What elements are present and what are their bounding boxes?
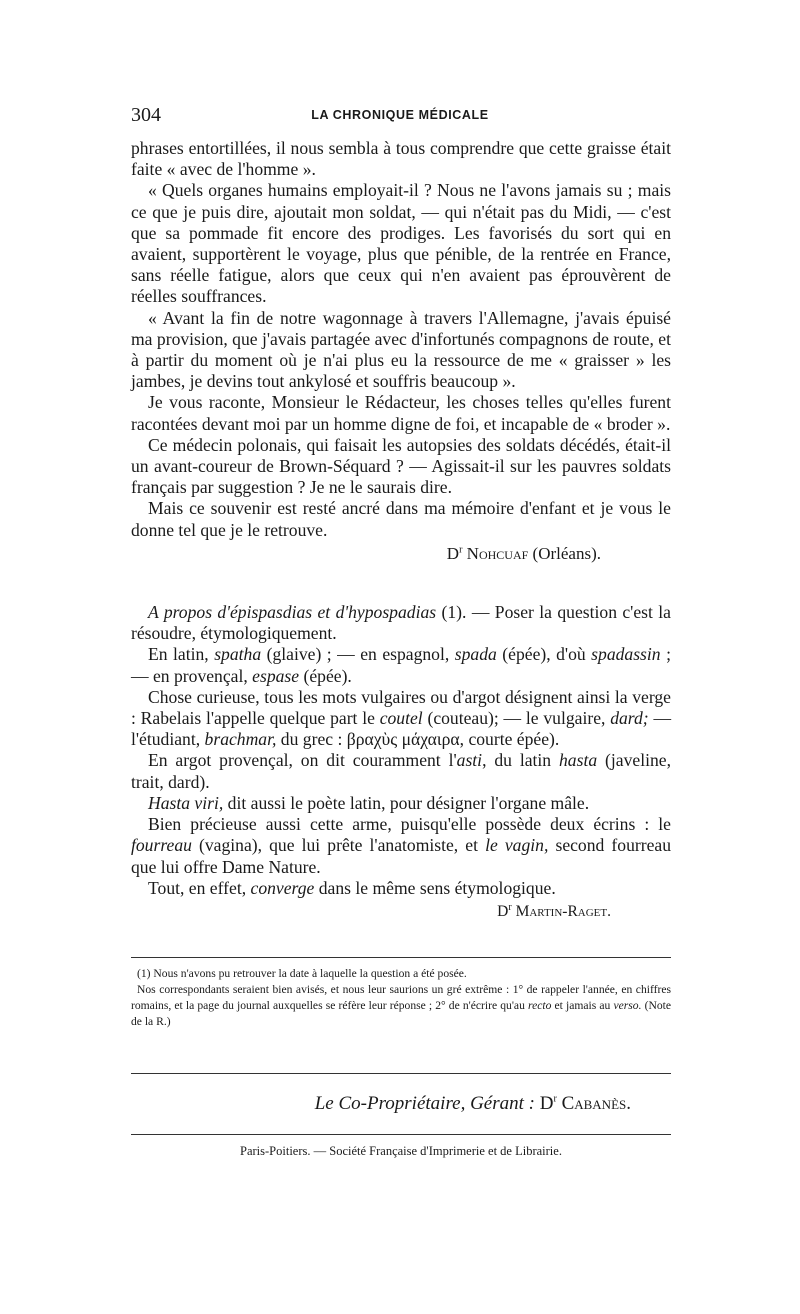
text-run: Bien précieuse aussi cette arme, puisqu'elle possède deux écrins : le [148,814,671,835]
term-recto: recto [528,999,552,1012]
text-run: (épée). [303,665,352,686]
signature-nohcuaf [131,543,601,564]
footnote-ref: (1). [441,602,467,623]
text-run: courte épée). [468,729,560,750]
text-run: — l'étudiant, [131,708,672,750]
text-run: (couteau); — le vulgaire, [427,708,606,729]
text-run: , du latin [482,750,552,771]
term-brachmar: brachmar, [204,729,277,750]
author-place: (Orléans). [532,543,601,563]
footnote [131,966,671,1030]
divider-rule [131,1134,671,1135]
term-dard: dard; [610,708,649,729]
page-header [131,104,669,128]
text-run: ; — en provençal, [131,644,671,686]
paragraph [131,644,671,686]
doctor-title: D [446,543,460,563]
section-gap [131,564,671,602]
author-name: Nohcuaf [466,543,529,563]
term-hasta: hasta [559,750,598,771]
paragraph [131,878,671,899]
footnote-divider [131,957,671,958]
body-text [131,138,671,922]
text-run: (épée), d'où [502,644,586,665]
term-spada: spada [454,644,497,665]
paragraph [131,814,671,878]
gerant-line [131,1093,631,1115]
paragraph [131,793,671,814]
paragraph [131,687,671,751]
gerant-label: Le Co-Propriétaire, Gérant : [314,1093,535,1114]
term-spatha: spatha [214,644,262,665]
paragraph [131,750,671,792]
greek-term: βραχὺς μάχαιρα, [346,729,465,750]
term-coutel: coutel [379,708,423,729]
divider-rule [131,1073,671,1074]
doctor-title-sup: r [553,1093,557,1105]
doctor-title: D [497,902,509,920]
text-run: (vagina), que lui prête l'anatomiste, et [199,835,478,856]
paragraph: Ce médecin polonais, qui faisait les autopsies des soldats décédés, était-il un avant-coureur de Brown-Séquard ? — Agissait-il sur les pauvres soldats français par suggestion ? Je ne le saurais dire. [131,434,671,498]
printer-imprint: Paris-Poitiers. — Société Française d'Imprimerie et de Librairie. [240,1144,562,1158]
page-number: 304 [131,104,161,126]
paragraph: « Avant la fin de notre wagonnage à travers l'Allemagne, j'avais épuisé ma provision, que j'avais partagée avec d'infortunés compagnons de route, et à partir du moment où je n'ai plus eu la ressource de me « graisser » les jambes, je devins tout ankylosé et souffris beaucoup ». [131,307,671,392]
article-title: A propos d'épispasdias et d'hypospadias [148,602,437,623]
term-fourreau: fourreau [131,835,192,856]
doctor-title: D [539,1093,554,1114]
term-spadassin: spadassin [591,644,661,665]
text-run: Tout, en effet, [148,877,247,898]
paragraph: Mais ce souvenir est resté ancré dans ma mémoire d'enfant et je vous le donne tel que je le retrouve. [131,498,671,540]
article-title-paragraph [131,602,671,644]
text-run: En latin, [148,644,209,665]
text-run: (javeline, trait, dard). [131,750,671,792]
text-run: dit aussi le poète latin, pour désigner l'organe mâle. [227,792,590,813]
text-run: En argot provençal, on dit couramment l' [148,750,457,771]
doctor-title-sup: r [459,544,463,556]
term-le-vagin: le vagin, [485,835,549,856]
text-run: — Poser la question c'est la résoudre, étymologiquement. [131,602,671,644]
paragraph: Je vous raconte, Monsieur le Rédacteur, les choses telles qu'elles furent racontées devant moi par un homme digne de foi, et incapable de « broder ». [131,392,671,434]
paragraph: phrases entortillées, il nous sembla à tous comprendre que cette graisse était faite « avec de l'homme ». [131,138,671,180]
term-verso: verso. [613,999,642,1012]
text-run: (Note de la R.) [131,999,672,1028]
text-run: du grec : [280,729,343,750]
text-run: dans le même sens étymologique. [318,877,556,898]
text-run: et jamais au [554,999,611,1012]
doctor-title-sup: r [508,901,512,913]
text-run: (glaive) ; — en espagnol, [266,644,450,665]
footnote-line [131,982,671,1030]
signature-martin-raget [131,901,611,922]
footnote-line: (1) Nous n'avons pu retrouver la date à laquelle la question a été posée. [137,967,467,980]
text-run: Chose curieuse, tous les mots vulgaires ou d'argot désignent ainsi la verge : Rabelais l'appelle quelque part le [131,686,671,729]
gerant-name: Cabanès. [561,1093,631,1114]
term-hasta-viri: Hasta viri, [148,792,224,813]
author-name: Martin-Raget. [515,902,611,920]
paragraph: « Quels organes humains employait-il ? Nous ne l'avons jamais su ; mais ce que je puis dire, ajoutait mon soldat, — qui n'était pas du Midi, — c'est que sa pommade fit encore des prodiges. Les favorisés du sort qui en avaient, supportèrent le voyage, plus que pénible, de la rentrée en France, sans réelle fatigue, alors que ceux qui n'en avaient pas éprouvèrent de réelles souffrances. [131,180,671,307]
term-espase: espase [252,665,300,686]
term-asti: asti [456,750,483,771]
running-title: LA CHRONIQUE MÉDICALE [311,108,489,122]
text-run: Nos correspondants seraient bien avisés, et nous leur saurions un gré extrême : 1° de rappeler l'année, en chiffres romains, et la page du journal auxquelles se réfère leur réponse ; 2° de n'écrire qu'au [131,983,671,1012]
term-converge: converge [250,877,315,898]
text-run: second fourreau que lui offre Dame Nature. [131,835,671,877]
